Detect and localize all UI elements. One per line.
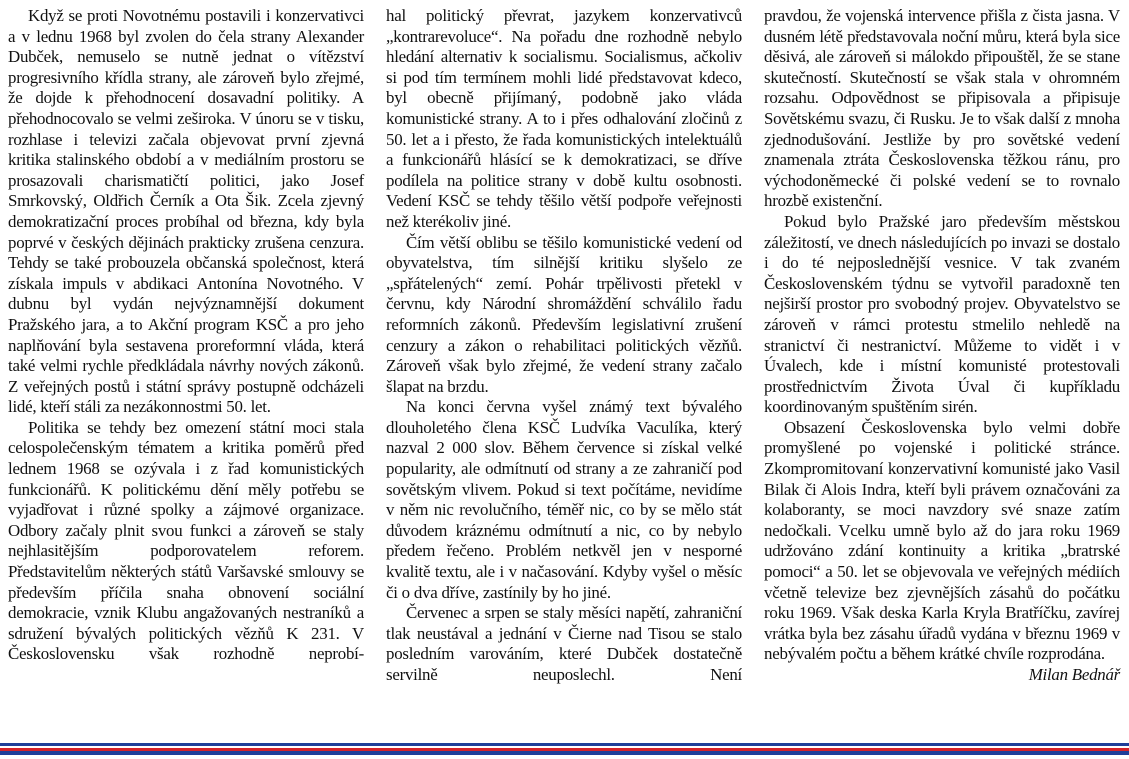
paragraph: pravdou, že vojenská intervence přišla z čista jasna. V dusném létě představovala noční můru, která byla sice děsivá, ale zároveň si málokdo připouštěl, že se stane skutečností. Skutečností se však stala v ohromném rozsahu. Odpovědnost se připisovala a připisuje Sovětskému svazu, či Rusku. Je to však další z mnoha zjednodušování. Jestliže by pro sovětské vedení znamenala ztráta Československa těžkou ránu, pro východoněmecké či polské vedení se to rovnalo hrozbě existenční.	[764, 6, 1120, 211]
article-column-1	[8, 6, 364, 665]
author-signature: Milan Bednář	[1028, 665, 1120, 684]
paragraph: Červenec a srpen se staly měsíci napětí, zahraniční tlak neustával a jednání v Čierne nad Tisou se stalo posledním varováním, které Dubček dostatečně servilně neuposlechl. Není	[386, 603, 742, 684]
paragraph: Politika se tehdy bez omezení státní moci stala celospolečenským tématem a kritika poměrů před lednem 1968 se ozývala i z řad komunistických funkcionářů. K politickému dění měly potřebu se vyjadřovat i různé spolky a zájmové organizace. Odbory začaly plnit svou funkci a zároveň se staly nejhlasitějším podporovatelem reforem. Představitelům některých států Varšavské smlouvy se především příčila snaha obnovení sociální demokracie, vznik Klubu angažovaných nestraníků a sdružení bývalých politických vězňů K 231. V Československu však rozhodně neprobí-	[8, 417, 364, 664]
paragraph-text: Obsazení Československa bylo velmi dobře promyšlené po vojenské i politické stránce. Zkompromitovaní konzervativní komunisté jako Vasil Bilak či Alois Indra, kteří byli právem označováni za kolaboranty, se moci navzdory své snaze zatím nedočkali. Vcelku umně bylo až do jara roku 1969 udržováno zdání kontinuity a kritika „bratrské pomoci“ a 50. let se objevovala ve veřejných médiích včetně televize bez zjevnějších zásahů do počátku roku 1969. Však deska Karla Kryla Bratříčku, zavírej vrátka byla bez zásahu úřadů vydána v březnu 1969 v nebývalém počtu a během krátké chvíle rozprodána.	[764, 417, 1120, 664]
paragraph	[764, 417, 1120, 684]
paragraph: Čím větší oblibu se těšilo komunistické vedení od obyvatelstva, tím silnější kritiku slyšelo ze „spřátelených“ zemí. Pohár trpělivosti přetekl v červnu, kdy Národní shromáždění schválilo řadu reformních zákonů. Především legislativní zrušení cenzury a zákon o rehabilitaci politických vězňů. Zároveň však bylo zřejmé, že vedení strany začalo šlapat na brzdu.	[386, 232, 742, 396]
article-column-3	[764, 6, 1120, 686]
paragraph: Na konci června vyšel známý text bývalého dlouholetého člena KSČ Ludvíka Vaculíka, který nazval 2 000 slov. Během července si získal velké popularity, ale odmítnutí od strany a ze zahraničí pod sovětským vlivem. Pokud si text počítáme, nevidíme v něm nic revolučního, téměř nic, co by se mělo stát důvodem kráznému odmítnutí a nic, co by nebylo předem řečeno. Problém netkvěl jen v nesporné kvalitě textu, ale i v načasování. Kdyby vyšel o měsíc či o dva dříve, zastínily by ho jiné.	[386, 397, 742, 602]
paragraph: hal politický převrat, jazykem konzervativců „kontrarevoluce“. Na pořadu dne rozhodně nebylo hledání alternativ k socialismu. Socialismus, ačkoliv si pod tím termínem mohli lidé představovat kdeco, byl obecně přijímaný, podobně jako vláda komunistické strany. A to i přes odhalování zločinů z 50. let a i přesto, že řada komunistických intelektuálů a funkcionářů hlásící se k demokratizaci, se dříve podílela na politice strany v době kultu osobnosti. Vedení KSČ se tehdy těšilo větší podpoře veřejnosti než kterékoliv jiné.	[386, 6, 742, 231]
stripe-blue-bottom	[0, 751, 1129, 755]
article-column-2	[386, 6, 742, 686]
paragraph: Když se proti Novotnému postavili i konzervativci a v lednu 1968 byl zvolen do čela strany Alexander Dubček, nemuselo se nutně jednat o vítězství progresivního křídla strany, ale zároveň bylo zřejmé, že dojde k přehodnocení dosavadní politiky. A přehodnocovalo se velmi zeširoka. V únoru se v tisku, rozhlase i televizi začala objevovat první zjevná kritika stalinského období a v mediálním prostoru se prosazovali charismatičtí politici, jako Josef Smrkovský, Oldřich Černík a Ota Šik. Zcela zjevný demokratizační proces probíhal od března, kdy byla poprvé v českých dějinách prakticky zrušena cenzura. Tehdy se také probouzela občanská společnost, která získala impuls v abdikaci Antonína Novotného. V dubnu byl vydán nejvýznamnější dokument Pražského jara, a to Akční program KSČ a pro jeho naplňování byla sestavena proreformní vláda, která také velmi rychle předkládala návrhy nových zákonů. Z veřejných postů i státní správy postupně odcházeli lidé, kteří stáli za nezákonnostmi 50. let.	[8, 6, 364, 417]
paragraph: Pokud bylo Pražské jaro především městskou záležitostí, ve dnech následujících po invazi se dostalo i do té nejposlednější vesnice. V tak zvaném Československém týdnu se vytvořil paradoxně ten nejširší prostor pro svobodný projev. Obyvatelstvo se zároveň v rámci protestu stmelilo nehledě na stranictví či nestranictví. Můžeme to vidět i v Úvalech, kde i místní komunisté protestovali prostřednictvím Života Úval či kupříkladu koordinovaným spuštěním sirén.	[764, 211, 1120, 417]
